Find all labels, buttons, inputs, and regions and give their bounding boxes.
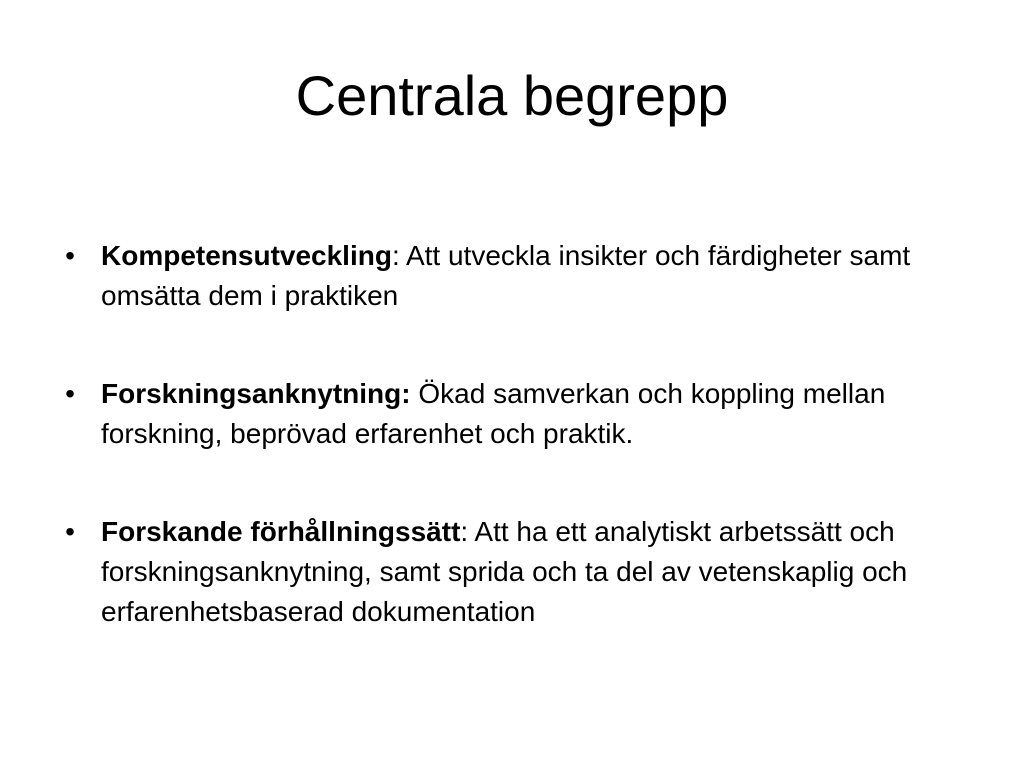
bullet-item-forskande-forhallningssatt	[60, 512, 960, 632]
bullet-item-kompetensutveckling	[60, 236, 960, 316]
bullet-text: Att utveckla insikter och färdigheter samt omsätta dem i praktiken	[101, 240, 911, 311]
slide-title: Centrala begrepp	[295, 64, 729, 127]
bullet-icon: •	[65, 378, 75, 409]
bullet-separator: :	[391, 240, 406, 271]
bullet-icon: •	[65, 516, 75, 547]
bullet-text: Ökad samverkan och koppling mellan forskning, beprövad erfarenhet och praktik.	[101, 378, 886, 449]
bullet-separator: :	[460, 516, 475, 547]
bullet-text: Att ha ett analytiskt arbetssätt och forskningsanknytning, samt sprida och ta del av vetenskaplig och erfarenhetsbaserad dokumentation	[101, 516, 908, 627]
bullet-term: Forskande förhållningssätt	[101, 516, 461, 547]
bullet-item-forskningsanknytning	[60, 374, 960, 454]
bullet-term: Forskningsanknytning:	[101, 378, 411, 409]
bullet-term: Kompetensutveckling	[101, 240, 392, 271]
bullet-icon: •	[65, 240, 75, 271]
bullet-list	[60, 236, 960, 632]
